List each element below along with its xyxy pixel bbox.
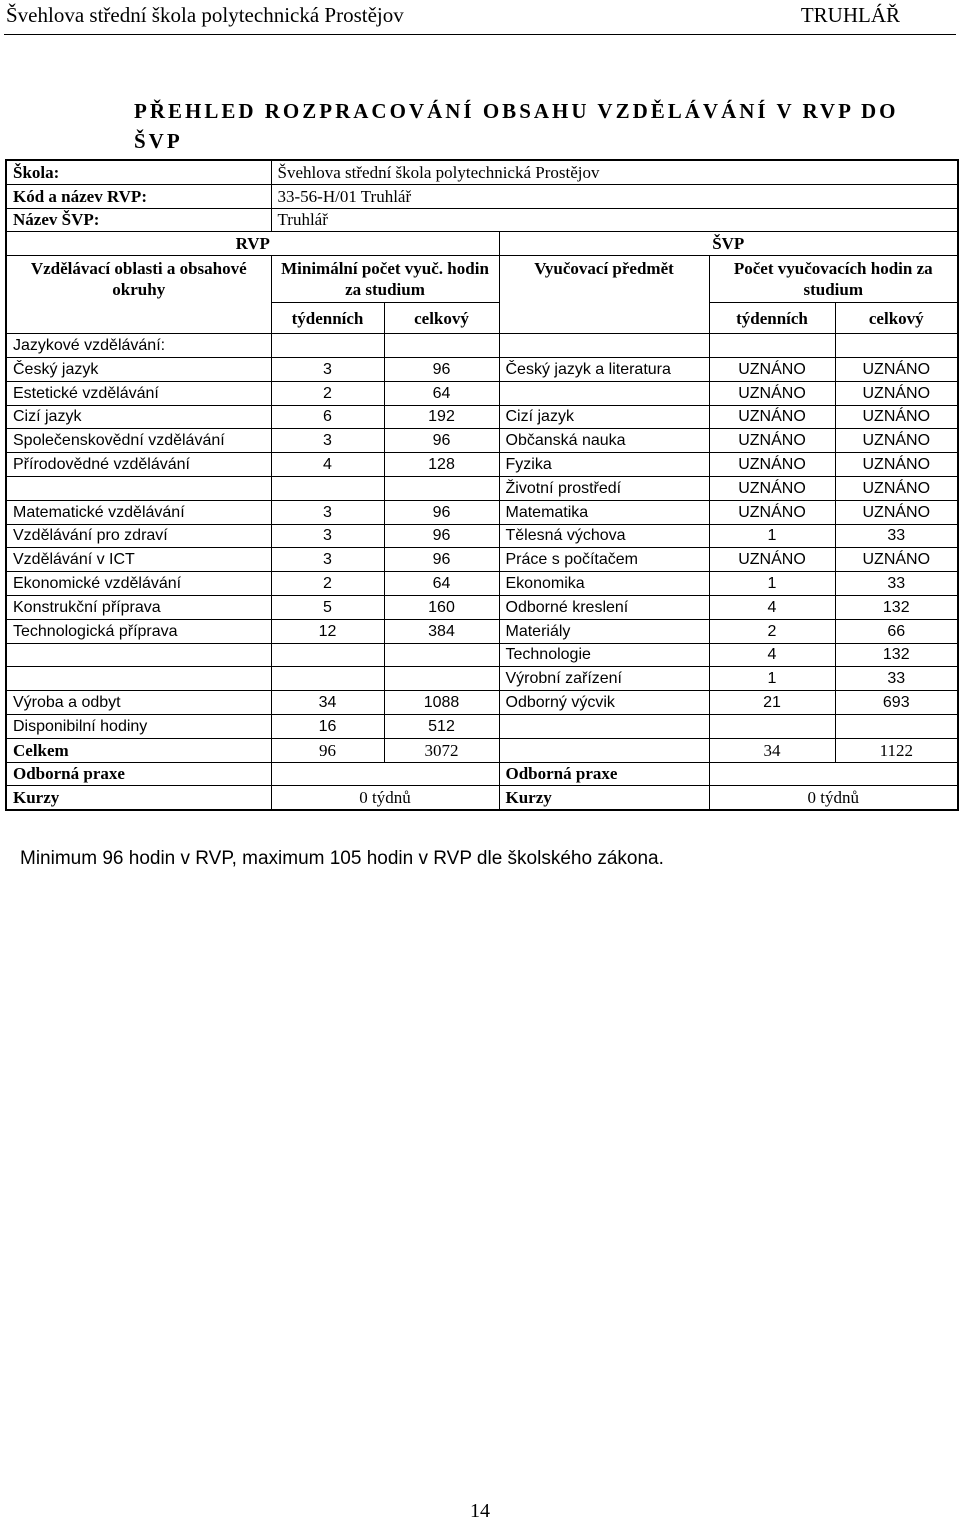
- courses-svp-value: 0 týdnů: [709, 786, 958, 810]
- rvp-weekly-cell: 3: [271, 429, 384, 453]
- svp-weekly-cell: 21: [709, 691, 835, 715]
- subject-cell: Výrobní zařízení: [499, 667, 709, 691]
- svp-total-cell: 33: [835, 524, 958, 548]
- svp-weekly-cell: UZNÁNO: [709, 405, 835, 429]
- practice-svp-value: [709, 762, 958, 786]
- area-cell: [6, 667, 271, 691]
- rvp-weekly-cell: 16: [271, 714, 384, 738]
- rvp-weekly-cell: 12: [271, 619, 384, 643]
- courses-rvp-value: 0 týdnů: [271, 786, 499, 810]
- svp-total-cell: UZNÁNO: [835, 476, 958, 500]
- area-cell: Estetické vzdělávání: [6, 381, 271, 405]
- rvp-total-cell: 64: [384, 381, 499, 405]
- table-row: [6, 334, 958, 358]
- svp-weekly-cell: UZNÁNO: [709, 381, 835, 405]
- rvp-weekly-cell: 2: [271, 381, 384, 405]
- table-row: [6, 619, 958, 643]
- rvp-total-cell: 160: [384, 595, 499, 619]
- rvp-total-cell: 96: [384, 524, 499, 548]
- total-svp-weekly: 34: [709, 738, 835, 762]
- courses-label: Kurzy: [6, 786, 271, 810]
- area-cell: Technologická příprava: [6, 619, 271, 643]
- page-number: 14: [470, 1500, 490, 1522]
- subject-cell: Matematika: [499, 500, 709, 524]
- area-cell: Konstrukční příprava: [6, 595, 271, 619]
- svp-weekly-header: týdenních: [709, 303, 835, 334]
- table-row: [6, 714, 958, 738]
- rvp-total-header: celkový: [384, 303, 499, 334]
- svp-total-cell: 66: [835, 619, 958, 643]
- area-cell: Český jazyk: [6, 357, 271, 381]
- page-header: [0, 0, 960, 32]
- area-cell: Jazykové vzdělávání:: [6, 334, 271, 358]
- svp-total-cell: 33: [835, 572, 958, 596]
- rvp-weekly-cell: 6: [271, 405, 384, 429]
- total-row: [6, 738, 958, 762]
- document-title: PŘEHLED ROZPRACOVÁNÍ OBSAHU VZDĚLÁVÁNÍ V RVP DO ŠVP: [134, 99, 899, 153]
- areas-header: Vzdělávací oblasti a obsahové okruhy: [6, 256, 271, 334]
- rvp-total-cell: [384, 667, 499, 691]
- svp-total-header: celkový: [835, 303, 958, 334]
- rvp-weekly-cell: [271, 476, 384, 500]
- table-row: [6, 500, 958, 524]
- minimum-hours-header: Minimální počet vyuč. hodin za studium: [271, 256, 499, 303]
- area-cell: Vzdělávání pro zdraví: [6, 524, 271, 548]
- area-cell: Ekonomické vzdělávání: [6, 572, 271, 596]
- rvp-weekly-cell: 3: [271, 357, 384, 381]
- svp-weekly-cell: UZNÁNO: [709, 357, 835, 381]
- svp-total-cell: [835, 714, 958, 738]
- svp-weekly-cell: UZNÁNO: [709, 429, 835, 453]
- subject-cell: Ekonomika: [499, 572, 709, 596]
- svp-weekly-cell: UZNÁNO: [709, 453, 835, 477]
- practice-label: Odborná praxe: [6, 762, 271, 786]
- svp-total-cell: UZNÁNO: [835, 453, 958, 477]
- info-row-school: [6, 160, 958, 184]
- rvp-weekly-cell: [271, 334, 384, 358]
- rvp-total-cell: 64: [384, 572, 499, 596]
- total-rvp-weekly: 96: [271, 738, 384, 762]
- rvp-total-cell: 192: [384, 405, 499, 429]
- subject-cell: [499, 714, 709, 738]
- svp-weekly-cell: UZNÁNO: [709, 476, 835, 500]
- school-label: Škola:: [6, 160, 271, 184]
- header-field: TRUHLÁŘ: [800, 3, 900, 27]
- rvp-code-value: 33-56-H/01 Truhlář: [271, 184, 958, 208]
- svp-total-cell: UZNÁNO: [835, 357, 958, 381]
- subject-cell: Životní prostředí: [499, 476, 709, 500]
- subject-cell: Technologie: [499, 643, 709, 667]
- rvp-code-label: Kód a název RVP:: [6, 184, 271, 208]
- table-row: [6, 643, 958, 667]
- svp-weekly-cell: UZNÁNO: [709, 548, 835, 572]
- subject-cell: Občanská nauka: [499, 429, 709, 453]
- table-row: [6, 548, 958, 572]
- rvp-total-cell: 96: [384, 357, 499, 381]
- rvp-total-cell: 384: [384, 619, 499, 643]
- subject-cell: Materiály: [499, 619, 709, 643]
- rvp-total-cell: 96: [384, 548, 499, 572]
- subject-cell: Český jazyk a literatura: [499, 357, 709, 381]
- svp-total-cell: 33: [835, 667, 958, 691]
- svp-total-cell: 693: [835, 691, 958, 715]
- area-cell: [6, 476, 271, 500]
- rvp-weekly-cell: 3: [271, 548, 384, 572]
- rvp-total-cell: 96: [384, 429, 499, 453]
- practice-row: [6, 762, 958, 786]
- area-cell: [6, 643, 271, 667]
- rvp-weekly-cell: 5: [271, 595, 384, 619]
- rvp-weekly-cell: 3: [271, 524, 384, 548]
- curriculum-table: [5, 159, 959, 811]
- svp-total-cell: UZNÁNO: [835, 405, 958, 429]
- rvp-total-cell: 512: [384, 714, 499, 738]
- table-row: [6, 595, 958, 619]
- table-row: [6, 381, 958, 405]
- rvp-total-cell: 1088: [384, 691, 499, 715]
- total-rvp-total: 3072: [384, 738, 499, 762]
- svp-weekly-cell: 1: [709, 524, 835, 548]
- svp-weekly-cell: 4: [709, 595, 835, 619]
- courses-row: [6, 786, 958, 810]
- practice-rvp-value: [271, 762, 499, 786]
- rvp-total-cell: [384, 476, 499, 500]
- table-row: [6, 572, 958, 596]
- subject-cell: Cizí jazyk: [499, 405, 709, 429]
- subject-cell: [499, 334, 709, 358]
- svp-weekly-cell: [709, 334, 835, 358]
- courses-subject: Kurzy: [499, 786, 709, 810]
- rvp-total-cell: [384, 643, 499, 667]
- table-row: [6, 691, 958, 715]
- area-cell: Vzdělávání v ICT: [6, 548, 271, 572]
- total-label: Celkem: [6, 738, 271, 762]
- footnote: Minimum 96 hodin v RVP, maximum 105 hodin v RVP dle školského zákona.: [20, 848, 664, 869]
- rvp-weekly-cell: [271, 643, 384, 667]
- total-subject-empty: [499, 738, 709, 762]
- rvp-weekly-cell: 4: [271, 453, 384, 477]
- svp-total-cell: 132: [835, 595, 958, 619]
- hours-count-header: Počet vyučovacích hodin za studium: [709, 256, 958, 303]
- svp-weekly-cell: 2: [709, 619, 835, 643]
- area-cell: Výroba a odbyt: [6, 691, 271, 715]
- area-cell: Cizí jazyk: [6, 405, 271, 429]
- svp-weekly-cell: 1: [709, 667, 835, 691]
- area-cell: Přírodovědné vzdělávání: [6, 453, 271, 477]
- rvp-section-header: RVP: [6, 232, 499, 256]
- table-row: [6, 667, 958, 691]
- area-cell: Disponibilní hodiny: [6, 714, 271, 738]
- header-rule: [4, 34, 956, 35]
- area-cell: Matematické vzdělávání: [6, 500, 271, 524]
- svp-total-cell: [835, 334, 958, 358]
- svp-total-cell: UZNÁNO: [835, 429, 958, 453]
- subject-cell: Odborné kreslení: [499, 595, 709, 619]
- info-row-rvp: [6, 184, 958, 208]
- header-row-sections: [6, 232, 958, 256]
- table-row: [6, 429, 958, 453]
- table-row: [6, 405, 958, 429]
- total-svp-total: 1122: [835, 738, 958, 762]
- table-row: [6, 524, 958, 548]
- practice-subject: Odborná praxe: [499, 762, 709, 786]
- subject-cell: Fyzika: [499, 453, 709, 477]
- svp-name-label: Název ŠVP:: [6, 208, 271, 232]
- rvp-total-cell: 128: [384, 453, 499, 477]
- table-row: [6, 453, 958, 477]
- table-row: [6, 476, 958, 500]
- header-row-titles: [6, 256, 958, 303]
- subject-header: Vyučovací předmět: [499, 256, 709, 334]
- rvp-weekly-header: týdenních: [271, 303, 384, 334]
- rvp-total-cell: [384, 334, 499, 358]
- area-cell: Společenskovědní vzdělávání: [6, 429, 271, 453]
- rvp-weekly-cell: 34: [271, 691, 384, 715]
- svp-weekly-cell: 1: [709, 572, 835, 596]
- table-row: [6, 357, 958, 381]
- svp-weekly-cell: UZNÁNO: [709, 500, 835, 524]
- svp-section-header: ŠVP: [499, 232, 958, 256]
- svp-name-value: Truhlář: [271, 208, 958, 232]
- subject-cell: [499, 381, 709, 405]
- svp-total-cell: UZNÁNO: [835, 548, 958, 572]
- svp-total-cell: 132: [835, 643, 958, 667]
- header-school: Švehlova střední škola polytechnická Prostějov: [6, 3, 404, 27]
- svp-total-cell: UZNÁNO: [835, 381, 958, 405]
- totals-body: [6, 738, 958, 810]
- subject-cell: Práce s počítačem: [499, 548, 709, 572]
- rvp-weekly-cell: 2: [271, 572, 384, 596]
- curriculum-table-body: [6, 160, 958, 738]
- svp-weekly-cell: [709, 714, 835, 738]
- rvp-total-cell: 96: [384, 500, 499, 524]
- rvp-weekly-cell: 3: [271, 500, 384, 524]
- info-row-svp: [6, 208, 958, 232]
- svp-weekly-cell: 4: [709, 643, 835, 667]
- rvp-weekly-cell: [271, 667, 384, 691]
- school-value: Švehlova střední škola polytechnická Prostějov: [271, 160, 958, 184]
- subject-cell: Tělesná výchova: [499, 524, 709, 548]
- svp-total-cell: UZNÁNO: [835, 500, 958, 524]
- subject-cell: Odborný výcvik: [499, 691, 709, 715]
